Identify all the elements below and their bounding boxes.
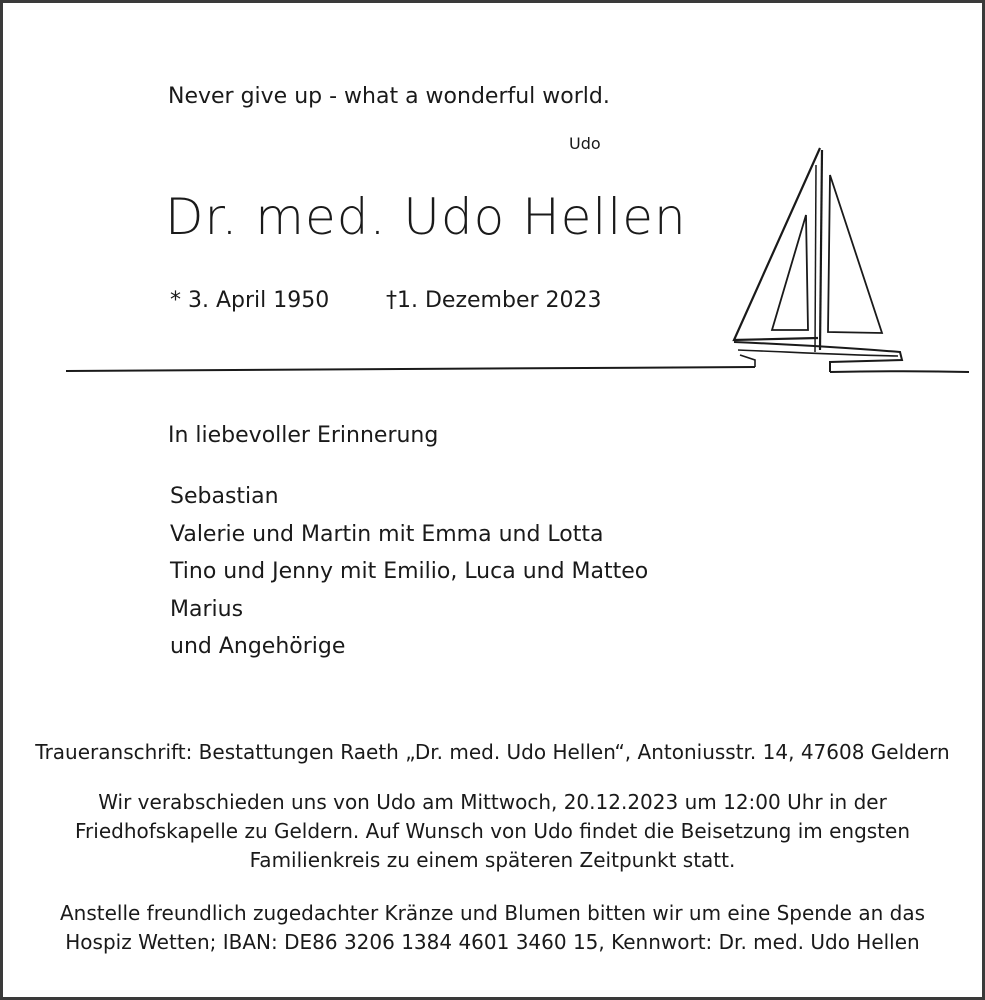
donation-line: Anstelle freundlich zugedachter Kränze und Blumen bitten wir um eine Spende an das bbox=[59, 901, 926, 925]
mourner: Marius bbox=[170, 596, 244, 622]
mourner: und Angehörige bbox=[170, 634, 346, 659]
memory-line: In liebevoller Erinnerung bbox=[168, 423, 439, 448]
birth-date: * 3. April 1950 bbox=[170, 288, 330, 313]
mourner: Tino und Jenny mit Emilio, Luca und Matteo bbox=[170, 559, 649, 584]
mourner: Sebastian bbox=[170, 484, 279, 509]
quote-author: Udo bbox=[569, 134, 601, 153]
death-date: †1. Dezember 2023 bbox=[386, 288, 602, 313]
ceremony-line: Familienkreis zu einem späteren Zeitpunkt statt. bbox=[249, 848, 736, 872]
ceremony-info bbox=[0, 788, 985, 875]
ceremony-line: Wir verabschieden uns von Udo am Mittwoch, 20.12.2023 um 12:00 Uhr in der bbox=[98, 790, 887, 814]
donation-info bbox=[0, 899, 985, 957]
deceased-name: Dr. med. Udo Hellen bbox=[165, 188, 687, 246]
mourners-list bbox=[170, 478, 648, 666]
quote: Never give up - what a wonderful world. bbox=[168, 84, 610, 109]
mourning-address: Traueranschrift: Bestattungen Raeth „Dr. med. Udo Hellen“, Antoniusstr. 14, 47608 Geldern bbox=[35, 740, 950, 764]
donation-line: Hospiz Wetten; IBAN: DE86 3206 1384 4601 3460 15, Kennwort: Dr. med. Udo Hellen bbox=[65, 930, 920, 954]
mourner: Valerie und Martin mit Emma und Lotta bbox=[170, 521, 604, 547]
ceremony-line: Friedhofskapelle zu Geldern. Auf Wunsch von Udo findet die Beisetzung im engsten bbox=[74, 819, 911, 843]
